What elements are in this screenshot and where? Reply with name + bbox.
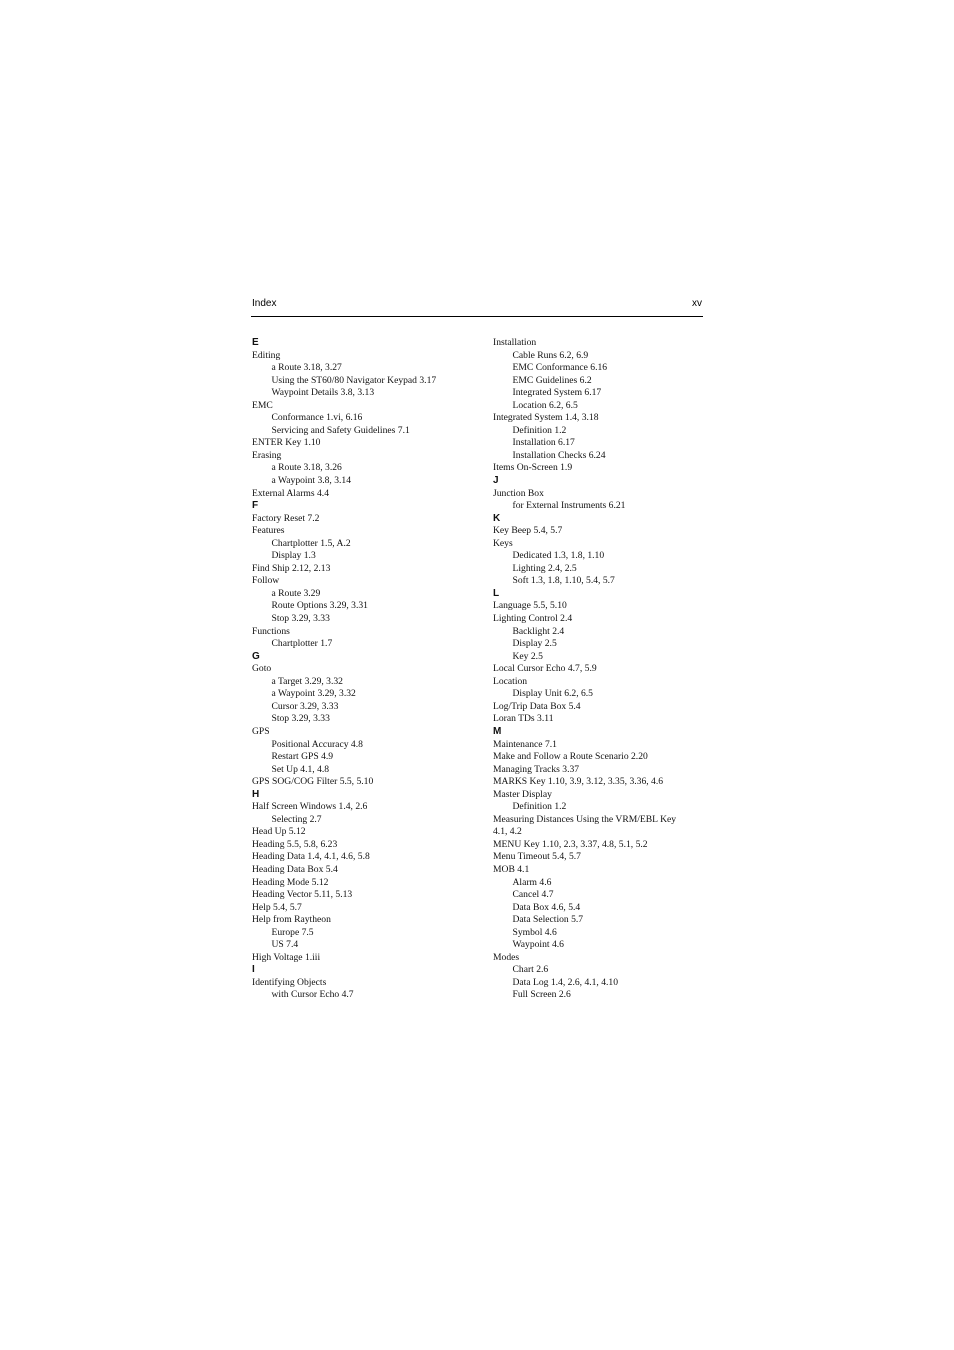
index-letter-heading: J [493, 475, 499, 487]
index-subentry: with Cursor Echo 4.7 [271, 989, 354, 1001]
index-subentry: Chartplotter 1.7 [271, 638, 333, 650]
index-entry: ENTER Key 1.10 [252, 437, 321, 449]
index-entry: Head Up 5.12 [252, 826, 306, 838]
index-entry: Language 5.5, 5.10 [493, 600, 567, 612]
index-entry: Features [252, 525, 285, 537]
index-entry: Help 5.4, 5.7 [252, 901, 302, 913]
index-letter-heading: I [252, 964, 255, 976]
index-subentry: Soft 1.3, 1.8, 1.10, 5.4, 5.7 [512, 575, 615, 587]
index-subentry: Key 2.5 [512, 650, 543, 662]
index-entry: Managing Tracks 3.37 [493, 763, 580, 775]
index-entry: EMC [252, 399, 273, 411]
index-subentry: Route Options 3.29, 3.31 [271, 600, 368, 612]
index-subentry: Installation 6.17 [512, 437, 575, 449]
index-entry: MOB 4.1 [493, 863, 530, 875]
index-subentry: Positional Accuracy 4.8 [271, 738, 363, 750]
index-entry: Make and Follow a Route Scenario 2.20 [493, 751, 648, 763]
index-subentry: Full Screen 2.6 [512, 989, 571, 1001]
index-subentry: Data Log 1.4, 2.6, 4.1, 4.10 [512, 976, 619, 988]
header-title: Index [252, 298, 277, 309]
index-letter-heading: G [252, 650, 260, 662]
index-subentry: a Waypoint 3.29, 3.32 [271, 688, 356, 700]
index-letter-heading: L [493, 587, 500, 599]
index-subentry: Data Selection 5.7 [512, 914, 584, 926]
running-header [251, 296, 703, 317]
index-entry: External Alarms 4.4 [252, 487, 329, 499]
index-subentry: Dedicated 1.3, 1.8, 1.10 [512, 550, 605, 562]
index-entry: Key Beep 5.4, 5.7 [493, 525, 563, 537]
index-entry: Master Display [493, 788, 552, 800]
index-subentry: Stop 3.29, 3.33 [271, 613, 330, 625]
index-entry: Location [493, 675, 528, 687]
index-entry: Modes [493, 951, 520, 963]
index-subentry: a Route 3.18, 3.27 [271, 362, 342, 374]
index-subentry: EMC Conformance 6.16 [512, 362, 608, 374]
index-entry: Loran TDs 3.11 [493, 713, 554, 725]
index-entry: Heading Data 1.4, 4.1, 4.6, 5.8 [252, 851, 370, 863]
index-entry: Items On-Screen 1.9 [493, 462, 573, 474]
index-letter-heading: E [252, 337, 259, 348]
index-subentry: Cable Runs 6.2, 6.9 [512, 349, 589, 361]
index-subentry: US 7.4 [271, 939, 299, 951]
index-subentry: Using the ST60/80 Navigator Keypad 3.17 [271, 374, 437, 386]
index-entry: Log/Trip Data Box 5.4 [493, 700, 581, 712]
index-subentry: Lighting 2.4, 2.5 [512, 562, 577, 574]
index-entry: Measuring Distances Using the VRM/EBL Key [493, 813, 677, 825]
index-subentry: a Target 3.29, 3.32 [271, 675, 343, 687]
index-entry: Integrated System 1.4, 3.18 [493, 412, 599, 424]
index-entry: Lighting Control 2.4 [493, 613, 573, 625]
index-entry: Editing [252, 349, 281, 361]
index-entry: Heading Vector 5.11, 5.13 [252, 889, 353, 901]
index-subentry: Definition 1.2 [512, 424, 567, 436]
index-column-right [493, 337, 705, 1002]
index-entry: GPS [252, 725, 270, 737]
index-subentry: Waypoint Details 3.8, 3.13 [271, 387, 375, 399]
index-entry: Erasing [252, 449, 282, 461]
index-entry: Local Cursor Echo 4.7, 5.9 [493, 663, 597, 675]
index-subentry: Symbol 4.6 [512, 926, 557, 938]
index-subentry: Installation Checks 6.24 [512, 449, 606, 461]
index-subentry: Data Box 4.6, 5.4 [512, 901, 581, 913]
index-entry: 4.1, 4.2 [493, 826, 522, 838]
index-subentry: Servicing and Safety Guidelines 7.1 [271, 424, 410, 436]
index-entry: Follow [252, 575, 280, 587]
index-entry: MENU Key 1.10, 2.3, 3.37, 4.8, 5.1, 5.2 [493, 838, 648, 850]
index-entry: Identifying Objects [252, 976, 327, 988]
index-subentry: EMC Guidelines 6.2 [512, 374, 592, 386]
index-subentry: Integrated System 6.17 [512, 387, 602, 399]
index-letter-heading: F [252, 500, 259, 512]
index-subentry: Cursor 3.29, 3.33 [271, 700, 339, 712]
index-entry: Find Ship 2.12, 2.13 [252, 562, 331, 574]
index-subentry: a Route 3.18, 3.26 [271, 462, 342, 474]
index-entry: MARKS Key 1.10, 3.9, 3.12, 3.35, 3.36, 4.6 [493, 776, 664, 788]
index-subentry: Alarm 4.6 [512, 876, 552, 888]
index-entry: Functions [252, 625, 290, 637]
index-subentry: a Route 3.29 [271, 587, 321, 599]
page-number: xv [692, 298, 702, 309]
index-letter-heading: M [493, 725, 502, 737]
index-subentry: Backlight 2.4 [512, 625, 565, 637]
index-entry: High Voltage 1.iii [252, 951, 321, 963]
index-subentry: Chart 2.6 [512, 964, 549, 976]
index-letter-heading: H [252, 788, 260, 800]
index-subentry: Chartplotter 1.5, A.2 [271, 537, 351, 549]
index-entry: Installation [493, 337, 537, 348]
index-subentry: Location 6.2, 6.5 [512, 399, 578, 411]
index-subentry: Stop 3.29, 3.33 [271, 713, 330, 725]
index-subentry: Definition 1.2 [512, 801, 567, 813]
index-entry: Junction Box [493, 487, 544, 499]
index-entry: GPS SOG/COG Filter 5.5, 5.10 [252, 776, 374, 788]
index-letter-heading: K [493, 512, 501, 524]
index-entry: Help from Raytheon [252, 914, 331, 926]
index-entry: Menu Timeout 5.4, 5.7 [493, 851, 581, 863]
index-subentry: a Waypoint 3.8, 3.14 [271, 475, 352, 487]
index-entry: Heading 5.5, 5.8, 6.23 [252, 838, 338, 850]
index-subentry: Display 1.3 [271, 550, 316, 562]
index-subentry: Selecting 2.7 [271, 813, 322, 825]
index-subentry: Cancel 4.7 [512, 889, 554, 901]
index-entry: Maintenance 7.1 [493, 738, 557, 750]
index-subentry: Conformance 1.vi, 6.16 [271, 412, 363, 424]
index-subentry: Restart GPS 4.9 [271, 751, 334, 763]
index-subentry: Waypoint 4.6 [512, 939, 564, 951]
index-entry: Heading Data Box 5.4 [252, 863, 338, 875]
index-entry: Heading Mode 5.12 [252, 876, 329, 888]
index-entry: Keys [493, 537, 513, 549]
index-subentry: Display Unit 6.2, 6.5 [512, 688, 593, 700]
index-entry: Factory Reset 7.2 [252, 512, 320, 524]
index-entry: Goto [252, 663, 272, 675]
index-column-left [252, 337, 480, 1002]
index-subentry: Display 2.5 [512, 638, 557, 650]
index-subentry: Set Up 4.1, 4.8 [271, 763, 330, 775]
index-entry: Half Screen Windows 1.4, 2.6 [252, 801, 368, 813]
index-subentry: Europe 7.5 [271, 926, 314, 938]
index-subentry: for External Instruments 6.21 [512, 500, 626, 512]
